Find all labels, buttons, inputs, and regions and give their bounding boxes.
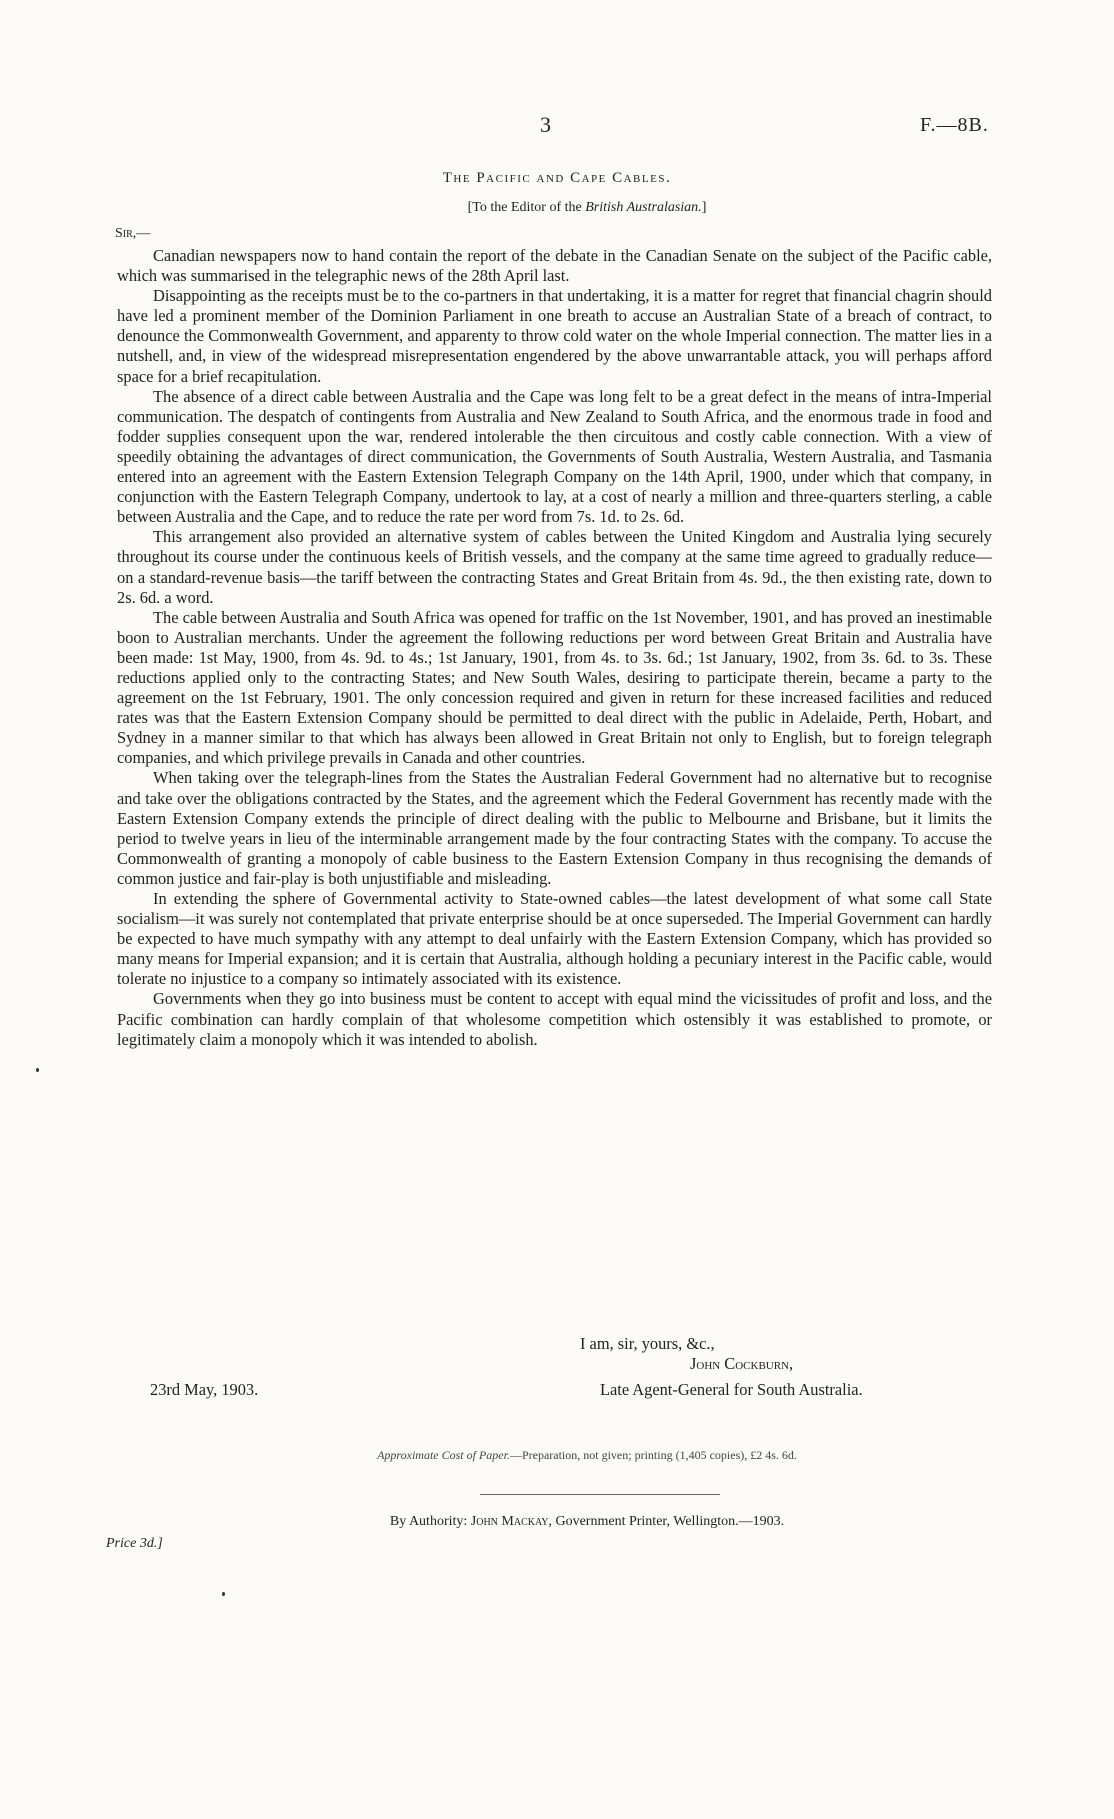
- paragraph-1: Canadian newspapers now to hand contain the report of the debate in the Canadian Senate on the subject of the Pacific cable, which was summarised in the telegraphic news of the 28th April last.: [117, 246, 992, 286]
- printer-name: John Mackay: [470, 1514, 549, 1529]
- paragraph-3: The absence of a direct cable between Australia and the Cape was long felt to be a great defect in the means of intra-Imperial communication. The despatch of contingents from Australia and New Zealand to South Africa, and the enormous trade in food and fodder supplies consequent upon the war, rendered intolerable the then circuitous and costly cable connection. With a view of speedily obtaining the advantages of direct communication, the Governments of South Australia, Western Australia, and Tasmania entered into an agreement with the Eastern Extension Telegraph Company on the 14th April, 1900, under which that company, in conjunction with the Eastern Telegraph Company, undertook to lay, at a cost of nearly a million and three-quarters sterling, a cable between Australia and the Cape, and to reduce the rate per word from 7s. 1d. to 2s. 6d.: [117, 386, 992, 527]
- subtitle-suffix: ]: [701, 200, 707, 215]
- cost-label: Approximate Cost of Paper.: [377, 1448, 510, 1462]
- salutation: Sir,—: [115, 226, 151, 241]
- cost-text: —Preparation, not given; printing (1,405 copies), £2 4s. 6d.: [509, 1448, 797, 1462]
- signatory-position: Late Agent-General for South Australia.: [600, 1380, 863, 1399]
- paragraph-8: Governments when they go into business must be content to accept with equal mind the vicissitudes of profit and loss, and the Pacific combination can hardly complain of that wholesome competition which ostensibly it was established to promote, or legitimately claim a monopoly which it was intended to abolish.: [117, 989, 992, 1049]
- paragraph-7: In extending the sphere of Governmental activity to State-owned cables—the latest development of what some call State socialism—it was surely not contemplated that private enterprise should be at once superseded. The Imperial Government can hardly be expected to have much sympathy with any attempt to deal unfairly with the Eastern Extension Company, which has provided so many means for Imperial expansion; and it is certain that Australia, although holding a pecuniary interest in the Pacific cable, would tolerate no injustice to a company so intimately associated with its existence.: [117, 889, 992, 989]
- page-number: 3: [540, 112, 551, 137]
- scan-speck: [222, 1592, 225, 1596]
- paragraph-5: The cable between Australia and South Africa was opened for traffic on the 1st November, 1901, and has proved an inestimable boon to Australian merchants. Under the agreement the following reductions per word between Great Britain and Australia have been made: 1st May, 1900, from 4s. 9d. to 4s.; 1st January, 1901, from 4s. to 3s. 6d.; 1st January, 1902, from 3s. 6d. to 3s. These reductions applied only to the contracting States; and New South Wales, desiring to participate therein, became a party to the agreement on the 1st February, 1901. The only concession required and given in return for these increased facilities and reduced rates was that the Eastern Extension Company should be permitted to deal direct with the public in Adelaide, Perth, Hobart, and Sydney in a manner similar to that which has always been allowed in Great Britain not only to English, but to foreign telegraph companies, and which privilege prevails in Canada and other countries.: [117, 607, 992, 768]
- letter-date: 23rd May, 1903.: [150, 1380, 259, 1399]
- paragraph-2: Disappointing as the receipts must be to the co-partners in that undertaking, it is a matter for regret that financial chagrin should have led a prominent member of the Dominion Parliament in one breath to accuse an Australian State of a breach of contract, to denounce the Commonwealth Government, and apparenty to throw cold water on the whole Imperial connection. The matter lies in a nutshell, and, in view of the widespread misrepresentation engendered by the above unwarrantable attack, you will perhaps afford space for a brief recapitulation.: [117, 286, 992, 386]
- authority-suffix: , Government Printer, Wellington.—1903.: [548, 1514, 785, 1529]
- document-reference: F.—8B.: [920, 114, 989, 136]
- closing-line: I am, sir, yours, &c.,: [580, 1334, 715, 1353]
- article-title: The Pacific and Cape Cables.: [442, 170, 672, 186]
- authority-prefix: By Authority:: [389, 1514, 471, 1529]
- price-note: Price 3d.]: [106, 1536, 163, 1551]
- subtitle-publication: British Australasian.: [585, 200, 702, 215]
- scan-speck: [36, 1068, 39, 1072]
- letter-body: [117, 246, 992, 1050]
- subtitle-prefix: [To the Editor of the: [467, 200, 586, 215]
- paragraph-6: When taking over the telegraph-lines from the States the Australian Federal Government had no alternative but to recognise and take over the obligations contracted by the States, and the agreement which the Federal Government has recently made with the Eastern Extension Company extends the principle of direct dealing with the public to Melbourne and Brisbane, but it limits the period to twelve years in lieu of the interminable arrangement made by the four contracting States with the company. To accuse the Commonwealth of granting a monopoly of cable business to the Eastern Extension Company in thus recognising the demands of common justice and fair-play is both unjustifiable and misleading.: [117, 768, 992, 888]
- signatory-name: John Cockburn,: [690, 1354, 794, 1373]
- paragraph-4: This arrangement also provided an alternative system of cables between the United Kingdom and Australia lying securely throughout its course under the continuous keels of British vessels, and the company at the same time agreed to gradually reduce—on a standard-revenue basis—the tariff between the contracting States and Great Britain from 4s. 9d., the then existing rate, down to 2s. 6d. a word.: [117, 527, 992, 607]
- cost-note: [0, 1448, 1114, 1463]
- printer-authority: [0, 1514, 1114, 1530]
- article-subtitle: [0, 200, 1114, 216]
- divider-rule: [480, 1494, 720, 1495]
